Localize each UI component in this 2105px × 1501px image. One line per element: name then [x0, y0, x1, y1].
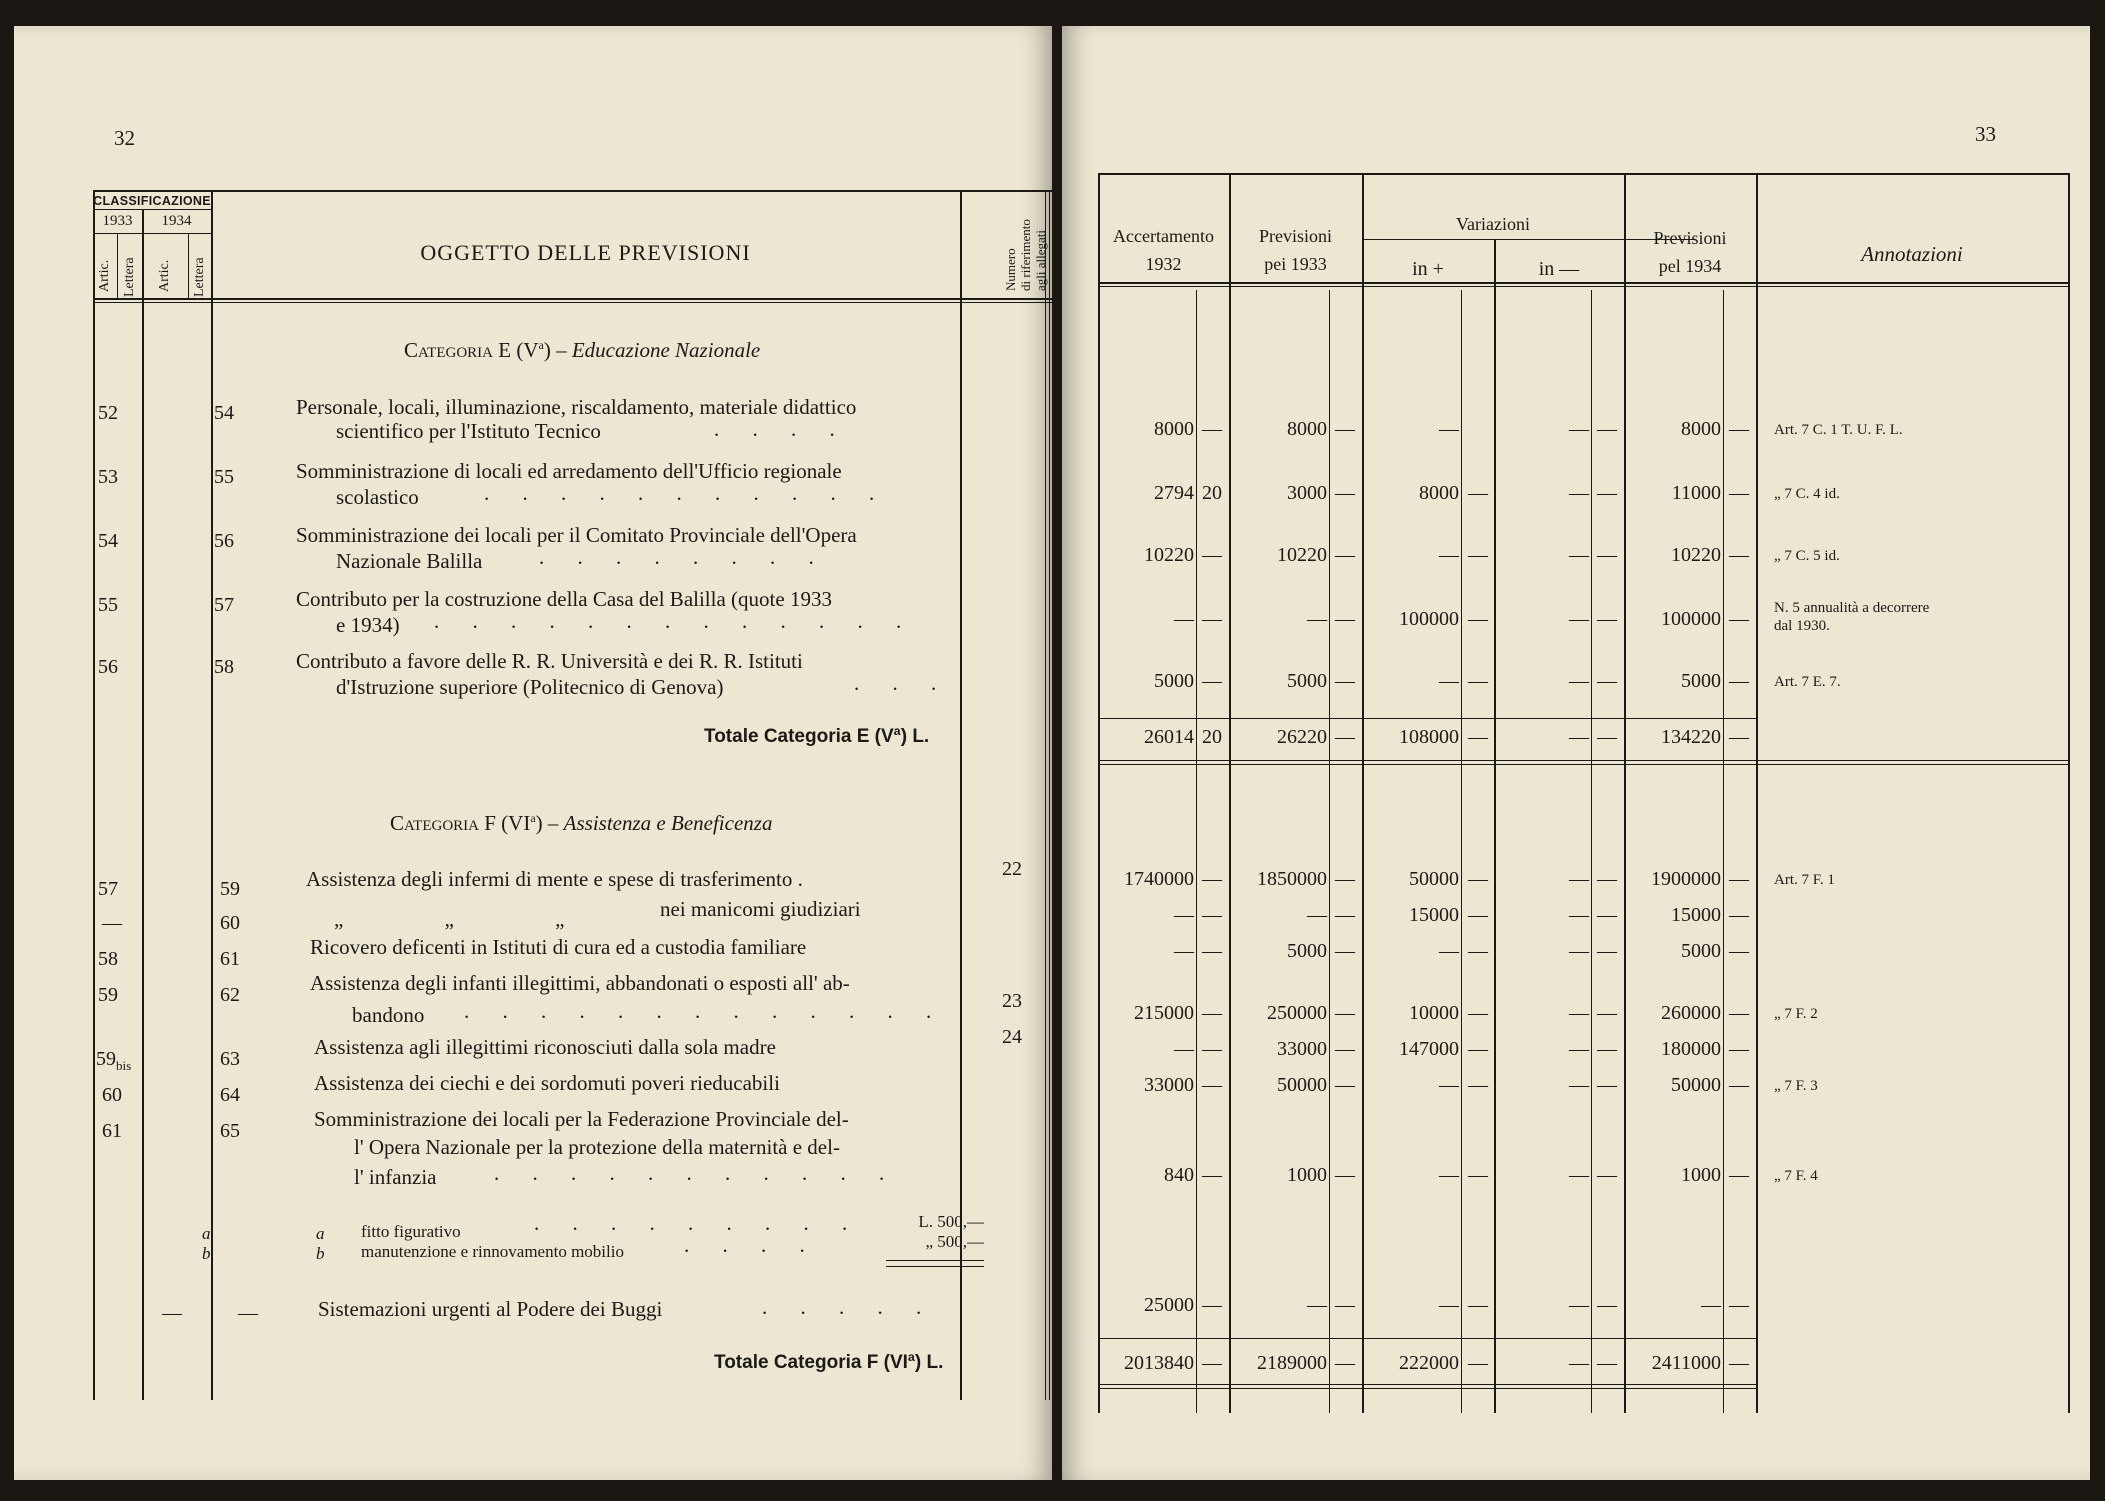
- acc-cents-cell: —: [1202, 1294, 1222, 1316]
- acc-cell: 2013840: [1124, 1352, 1194, 1374]
- totale-categoria-e: Totale Categoria E (Vª) L.: [704, 726, 930, 747]
- p34-cell: 15000: [1671, 904, 1721, 926]
- plus-cell: —: [1439, 544, 1459, 566]
- minus-cell: —: [1569, 482, 1589, 504]
- plus-cell: —: [1439, 670, 1459, 692]
- minus-cell: —: [1569, 940, 1589, 962]
- oggetto-heading: OGGETTO DELLE PREVISIONI: [420, 240, 751, 265]
- page-number-right: 33: [1975, 122, 1996, 146]
- header-top-rule: [1098, 173, 2068, 175]
- lettera-1933-heading: Lettera: [122, 257, 137, 297]
- p34-cell: 5000: [1681, 940, 1721, 962]
- minus-cents-cell: —: [1597, 1352, 1617, 1374]
- plus-cell: —: [1439, 1164, 1459, 1186]
- previsioni-1934-heading: Previsioni: [1653, 228, 1727, 248]
- manutenzione-amount: „ 500,—: [925, 1232, 984, 1251]
- right-page: 33 Accertamento 1932 Previsioni pei 1933 Variazioni in + in — Previsioni pel 1934 Annotazioni 8000 — 8000 — — — — 8000 — Art. 7 C. 1 T. U. F. L. 2794 20 3000 — 8000 — — — 11000 — „ 7 C. 4 id. 10220 — 10220 — — — — — 10220 — „ 7 C. 5 id. — — — — 100000 — — — 100000 — N. 5 annualità a decorrere dal 1930. 5000 — 5000 — — — — — 5000 — Art. 7 E. 7. 26014 20 26220 — 108000 — — — 134220 — 1740000 — 1850000 — 50000 — — — 1900000 — Art. 7 F. 1 — — — — 15000 — — — 15000 — — — 5000 — — — — — 5000 — 215000 — 250000 — 10000 — — — 260000 — „ 7 F. 2 — — 33000 — 147000 — — — 180000 — 33000 — 50000 — — — — — 50000 — „ 7 F. 3 840 — 1000 — — — — — 1000 — „ 7 F. 4 25000 — — — — — — — — — 2013840 — 2189000 — 222000 — — — 2411000 —: [1062, 26, 2090, 1480]
- plus-cell: 10000: [1409, 1002, 1459, 1024]
- minus-cents-cell: —: [1597, 1294, 1617, 1316]
- plus-cents-cell: —: [1468, 940, 1488, 962]
- prev-cell: —: [1307, 1294, 1327, 1316]
- prev-cell: 1000: [1287, 1164, 1327, 1186]
- minus-cents-cell: —: [1597, 940, 1617, 962]
- fitto-amount: L. 500,—: [918, 1212, 984, 1231]
- p34-cents-cell: —: [1729, 940, 1749, 962]
- prev-cents-cell: —: [1335, 418, 1355, 440]
- minus-cell: —: [1569, 726, 1589, 748]
- minus-cell: —: [1569, 670, 1589, 692]
- p34-cents-cell: —: [1729, 1038, 1749, 1060]
- minus-cents-cell: —: [1597, 418, 1617, 440]
- leader-dots: . . . . . . . . .: [534, 1211, 862, 1235]
- acc-cents-cell: —: [1202, 1352, 1222, 1374]
- leader-dots: . . . .: [714, 417, 849, 441]
- p34-cents-cell: —: [1729, 482, 1749, 504]
- ref-number: 24: [1002, 1026, 1022, 1048]
- plus-cell: 108000: [1399, 726, 1459, 748]
- p34-cell: —: [1701, 1294, 1721, 1316]
- acc-cell: —: [1174, 940, 1194, 962]
- lettera-1934-heading: Lettera: [192, 257, 207, 297]
- acc-cell: 10220: [1144, 544, 1194, 566]
- page-number-left: 32: [114, 126, 135, 150]
- plus-cents-cell: —: [1468, 1074, 1488, 1096]
- acc-cents-cell: —: [1202, 1074, 1222, 1096]
- prev-cents-cell: —: [1335, 1038, 1355, 1060]
- prev-cents-cell: —: [1335, 544, 1355, 566]
- acc-cents-cell: —: [1202, 1002, 1222, 1024]
- minus-cents-cell: —: [1597, 482, 1617, 504]
- ditto-marks: „ „ „: [334, 907, 613, 931]
- acc-cents-cell: —: [1202, 940, 1222, 962]
- prev-cents-cell: —: [1335, 1002, 1355, 1024]
- plus-cents-cell: —: [1468, 544, 1488, 566]
- acc-cell: 8000: [1154, 418, 1194, 440]
- annotation-text: Art. 7 E. 7.: [1774, 674, 1841, 690]
- annotation-text: „ 7 F. 2: [1774, 1006, 1818, 1022]
- numero-heading: Numero: [1003, 248, 1018, 291]
- plus-cents-cell: —: [1468, 482, 1488, 504]
- prev-cents-cell: —: [1335, 482, 1355, 504]
- plus-cents-cell: —: [1468, 670, 1488, 692]
- annotation-text: „ 7 F. 4: [1774, 1168, 1818, 1184]
- p34-cell: 180000: [1661, 1038, 1721, 1060]
- minus-cents-cell: —: [1597, 1164, 1617, 1186]
- leader-dots: . . . . .: [762, 1295, 936, 1319]
- annotation-text: Art. 7 F. 1: [1774, 872, 1835, 888]
- prev-cell: —: [1307, 904, 1327, 926]
- p34-cell: 50000: [1671, 1074, 1721, 1096]
- p34-cents-cell: —: [1729, 1352, 1749, 1374]
- minus-cell: —: [1569, 1074, 1589, 1096]
- p34-cell: 100000: [1661, 608, 1721, 630]
- minus-cents-cell: —: [1597, 544, 1617, 566]
- prev-cell: 26220: [1277, 726, 1327, 748]
- leader-dots: . . .: [854, 671, 951, 695]
- acc-cents-cell: —: [1202, 418, 1222, 440]
- acc-cell: 1740000: [1124, 868, 1194, 890]
- minus-cents-cell: —: [1597, 608, 1617, 630]
- p34-cents-cell: —: [1729, 1074, 1749, 1096]
- plus-cents-cell: —: [1468, 726, 1488, 748]
- plus-cell: —: [1439, 940, 1459, 962]
- p34-cell: 11000: [1671, 482, 1721, 504]
- p34-cents-cell: —: [1729, 1002, 1749, 1024]
- p34-cents-cell: —: [1729, 544, 1749, 566]
- minus-cents-cell: —: [1597, 868, 1617, 890]
- p34-cell: 5000: [1681, 670, 1721, 692]
- p34-cell: 10220: [1671, 544, 1721, 566]
- minus-cents-cell: —: [1597, 1002, 1617, 1024]
- minus-cell: —: [1569, 608, 1589, 630]
- category-e-heading: Categoria E $(V^a)$ – Educazione Nazionale: [404, 338, 761, 362]
- header-bottom-rule: [93, 298, 1052, 300]
- acc-cell: 840: [1164, 1164, 1194, 1186]
- acc-cell: 215000: [1134, 1002, 1194, 1024]
- plus-cell: —: [1439, 418, 1459, 440]
- plus-cell: 8000: [1419, 482, 1459, 504]
- prev-cents-cell: —: [1335, 904, 1355, 926]
- plus-cents-cell: —: [1468, 904, 1488, 926]
- minus-cents-cell: —: [1597, 670, 1617, 692]
- category-f-heading: Categoria F $(VI^a)$ – Assistenza e Beneficenza: [390, 811, 773, 835]
- p34-cell: 134220: [1661, 726, 1721, 748]
- prev-cell: 1850000: [1257, 868, 1327, 890]
- p34-cell: 1900000: [1651, 868, 1721, 890]
- annotation-text: Art. 7 C. 1 T. U. F. L.: [1774, 422, 1903, 438]
- totale-categoria-f: Totale Categoria F (VIª) L.: [714, 1352, 944, 1373]
- minus-cell: —: [1569, 1038, 1589, 1060]
- riferimento-heading: di riferimento: [1018, 219, 1033, 291]
- prev-cell: 250000: [1267, 1002, 1327, 1024]
- prev-cell: 33000: [1277, 1038, 1327, 1060]
- p34-cell: 2411000: [1651, 1352, 1721, 1374]
- p34-cents-cell: —: [1729, 608, 1749, 630]
- plus-cents-cell: —: [1468, 1002, 1488, 1024]
- leader-dots: . . . . . . . .: [539, 545, 828, 569]
- ref-number: 22: [1002, 858, 1022, 880]
- acc-cell: —: [1174, 608, 1194, 630]
- prev-cents-cell: —: [1335, 1074, 1355, 1096]
- p34-cents-cell: —: [1729, 1164, 1749, 1186]
- plus-cell: —: [1439, 1074, 1459, 1096]
- prev-cents-cell: —: [1335, 1294, 1355, 1316]
- minus-cell: —: [1569, 1164, 1589, 1186]
- classificazione-heading: CLASSIFICAZIONE: [93, 194, 211, 208]
- p34-cell: 1000: [1681, 1164, 1721, 1186]
- acc-cell: —: [1174, 1038, 1194, 1060]
- annotation-text: „ 7 C. 4 id.: [1774, 486, 1840, 502]
- prev-cents-cell: —: [1335, 940, 1355, 962]
- leader-dots: . . . .: [684, 1233, 819, 1257]
- minus-cell: —: [1569, 418, 1589, 440]
- in-minus-heading: in —: [1538, 258, 1580, 280]
- prev-cents-cell: —: [1335, 726, 1355, 748]
- plus-cell: 147000: [1399, 1038, 1459, 1060]
- plus-cell: —: [1439, 1294, 1459, 1316]
- header-top-rule: [93, 190, 1052, 192]
- prev-cell: 5000: [1287, 940, 1327, 962]
- p34-cents-cell: —: [1729, 418, 1749, 440]
- prev-cell: 10220: [1277, 544, 1327, 566]
- p34-cents-cell: —: [1729, 1294, 1749, 1316]
- minus-cents-cell: —: [1597, 726, 1617, 748]
- p34-cents-cell: —: [1729, 904, 1749, 926]
- prev-cents-cell: —: [1335, 608, 1355, 630]
- acc-cents-cell: 20: [1202, 726, 1222, 748]
- allegati-heading: agli allegati: [1033, 229, 1048, 291]
- acc-cell: —: [1174, 904, 1194, 926]
- variazioni-heading: Variazioni: [1456, 214, 1530, 234]
- plus-cents-cell: —: [1468, 1164, 1488, 1186]
- plus-cents-cell: —: [1468, 1352, 1488, 1374]
- ref-number: 23: [1002, 990, 1022, 1012]
- prev-cents-cell: —: [1335, 868, 1355, 890]
- accertamento-heading: Accertamento: [1113, 226, 1214, 246]
- acc-cell: 26014: [1144, 726, 1194, 748]
- plus-cell: 222000: [1399, 1352, 1459, 1374]
- acc-cell: 25000: [1144, 1294, 1194, 1316]
- minus-cents-cell: —: [1597, 904, 1617, 926]
- minus-cell: —: [1569, 904, 1589, 926]
- acc-cents-cell: —: [1202, 608, 1222, 630]
- plus-cell: 50000: [1409, 868, 1459, 890]
- manutenzione-mobilio: manutenzione e rinnovamento mobilio: [361, 1242, 624, 1261]
- plus-cell: 15000: [1409, 904, 1459, 926]
- year-1934: 1934: [161, 213, 192, 229]
- prev-cell: 3000: [1287, 482, 1327, 504]
- prev-cell: 2189000: [1257, 1352, 1327, 1374]
- year-1932: 1932: [1145, 254, 1182, 274]
- acc-cents-cell: 20: [1202, 482, 1222, 504]
- plus-cell: 100000: [1399, 608, 1459, 630]
- minus-cell: —: [1569, 1002, 1589, 1024]
- acc-cents-cell: —: [1202, 544, 1222, 566]
- header-bottom-rule: [1098, 282, 2068, 284]
- previsioni-1933-heading: Previsioni: [1258, 226, 1332, 246]
- leader-dots: . . . . . . . . . . .: [494, 1161, 899, 1185]
- annotation-text: N. 5 annualità a decorrere: [1774, 600, 1930, 616]
- acc-cell: 33000: [1144, 1074, 1194, 1096]
- fitto-figurativo: fitto figurativo: [361, 1222, 461, 1241]
- prev-cell: 50000: [1277, 1074, 1327, 1096]
- p34-cents-cell: —: [1729, 868, 1749, 890]
- p34-cell: 8000: [1681, 418, 1721, 440]
- artic-1934-heading: Artic.: [157, 259, 172, 292]
- p34-cents-cell: —: [1729, 670, 1749, 692]
- annotation-text: „ 7 C. 5 id.: [1774, 548, 1840, 564]
- acc-cents-cell: —: [1202, 904, 1222, 926]
- prev-cents-cell: —: [1335, 1352, 1355, 1374]
- p34-cell: 260000: [1661, 1002, 1721, 1024]
- annotation-text: dal 1930.: [1774, 618, 1830, 634]
- acc-cell: 5000: [1154, 670, 1194, 692]
- minus-cell: —: [1569, 1294, 1589, 1316]
- minus-cents-cell: —: [1597, 1038, 1617, 1060]
- minus-cell: —: [1569, 868, 1589, 890]
- p34-cents-cell: —: [1729, 726, 1749, 748]
- plus-cents-cell: —: [1468, 868, 1488, 890]
- acc-cents-cell: —: [1202, 1038, 1222, 1060]
- prev-cell: 5000: [1287, 670, 1327, 692]
- leader-dots: . . . . . . . . . . . . .: [434, 609, 916, 633]
- prev-cents-cell: —: [1335, 670, 1355, 692]
- acc-cents-cell: —: [1202, 670, 1222, 692]
- in-plus-heading: in +: [1412, 258, 1444, 280]
- leader-dots: . . . . . . . . . . . . .: [464, 999, 946, 1023]
- acc-cents-cell: —: [1202, 1164, 1222, 1186]
- acc-cell: 2794: [1154, 482, 1194, 504]
- annotazioni-heading: Annotazioni: [1861, 242, 1963, 266]
- leader-dots: . . . . . . . . . . .: [484, 481, 889, 505]
- prev-cell: 8000: [1287, 418, 1327, 440]
- artic-1933-heading: Artic.: [97, 259, 112, 292]
- plus-cents-cell: —: [1468, 1038, 1488, 1060]
- year-1933: 1933: [102, 213, 133, 229]
- left-page: 32 CLASSIFICAZIONE 1933 1934 Artic. Lettera Artic. Lettera OGGETTO DELLE PREVISIONI Numero di riferimento agli allegati Categoria E $(V^a)$ – Educazione Nazionale 52 54 Personale, locali, illuminazione, riscaldamento, materiale didattico scientifico per l'Istituto Tecnico . . . . 53 55 Somministrazione di locali ed arredamento dell'Ufficio regionale scolastico . . . . . . . . . . . 54 56 Somministrazione dei locali per il Comitato Provinciale dell'Opera Nazionale Balilla . . . . . . . . 55 57 Contributo per la costruzione della Casa del Balilla (quote 1933 e 1934) . . . . . . . . . . . . . 56 58 Contributo a favore delle R. R. Università e dei R. R. Istituti d'Istruzione superiore (Politecnico di Genova) . . . Totale Categoria E (Vª) L. Categoria F $(VI^a)$ – Assistenza e Beneficenza 57 59 Assistenza degli infermi di mente e spese di trasferimento . 22 — 60 „ „ „ nei manicomi giudiziari 58 61 Ricovero deficenti in Istituti di cura ed a custodia familiare 59 62 Assistenza degli infanti illegittimi, abbandonati o esposti all' ab- bandono . . . . . . . . . . . . . 23 $59_{bis}$ 63 Assistenza agli illegittimi riconosciuti dalla sola madre 24 60 64 Assistenza dei ciechi e dei sordomuti poveri rieducabili 61 65 Somministrazione dei locali per la Federazione Provinciale del- l' Opera Nazionale per la protezione della maternità e del- l' infanzia . . . . . . . . . . . a b a b fitto figurativo manutenzione e rinnovamento mobilio . . . . . . . . . . . . . L. 500,— „ 500,— — — Sistemazioni urgenti al Podere dei Buggi . . . . . Totale Categoria F (VIª) L.: [14, 26, 1052, 1480]
- plus-cents-cell: —: [1468, 1294, 1488, 1316]
- acc-cents-cell: —: [1202, 868, 1222, 890]
- minus-cents-cell: —: [1597, 1074, 1617, 1096]
- minus-cell: —: [1569, 1352, 1589, 1374]
- prev-cell: —: [1307, 608, 1327, 630]
- prev-cents-cell: —: [1335, 1164, 1355, 1186]
- annotation-text: „ 7 F. 3: [1774, 1078, 1818, 1094]
- plus-cents-cell: —: [1468, 608, 1488, 630]
- minus-cell: —: [1569, 544, 1589, 566]
